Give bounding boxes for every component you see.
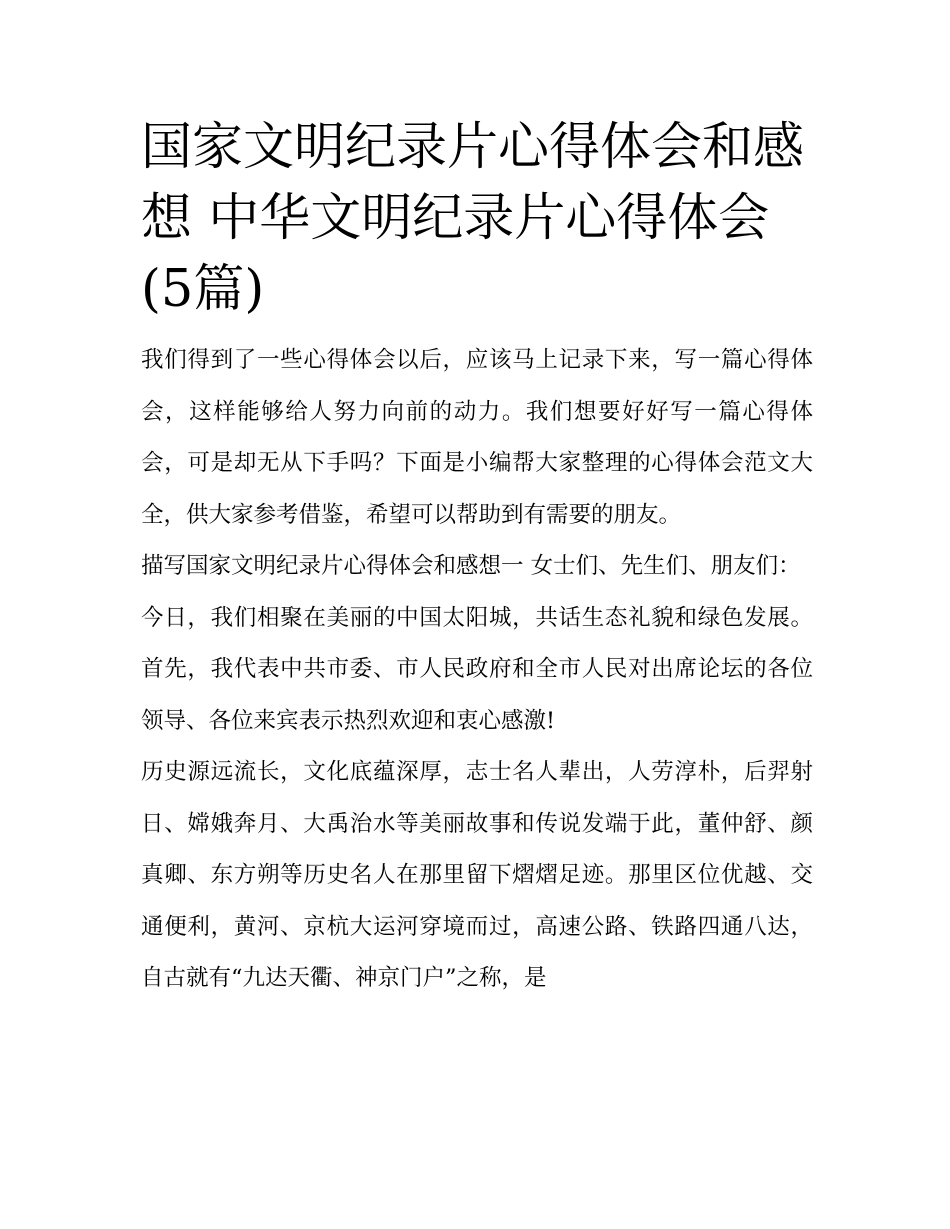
document-title: 国家文明纪录片心得体会和感想 中华文明纪录片心得体会(5篇) bbox=[141, 118, 805, 319]
document-body bbox=[141, 112, 813, 1005]
paragraph-greeting: 描写国家文明纪录片心得体会和感想一 女士们、先生们、朋友们： bbox=[141, 553, 801, 579]
paragraph-intro: 我们得到了一些心得体会以后，应该马上记录下来，写一篇心得体会，这样能够给人努力向前的动力。我们想要好好写一篇心得体会，可是却无从下手吗？下面是小编帮大家整理的心得体会范文大全，供大家参考借鉴，希望可以帮助到有需要的朋友。 bbox=[141, 347, 813, 528]
paragraph-history: 历史源远流长，文化底蕴深厚，志士名人辈出，人劳淳朴，后羿射日、嫦娥奔月、大禹治水等美丽故事和传说发端于此，董仲舒、颜真卿、东方朔等历史名人在那里留下熠熠足迹。那里区位优越、交通便利，黄河、京杭大运河穿境而过，高速公路、铁路四通八达，自古就有“九达天衢、神京门户”之称，是 bbox=[141, 759, 813, 991]
paragraph-welcome: 今日，我们相聚在美丽的中国太阳城，共话生态礼貌和绿色发展。首先，我代表中共市委、市人民政府和全市人民对出席论坛的各位领导、各位来宾表示热烈欢迎和衷心感激! bbox=[141, 604, 813, 734]
